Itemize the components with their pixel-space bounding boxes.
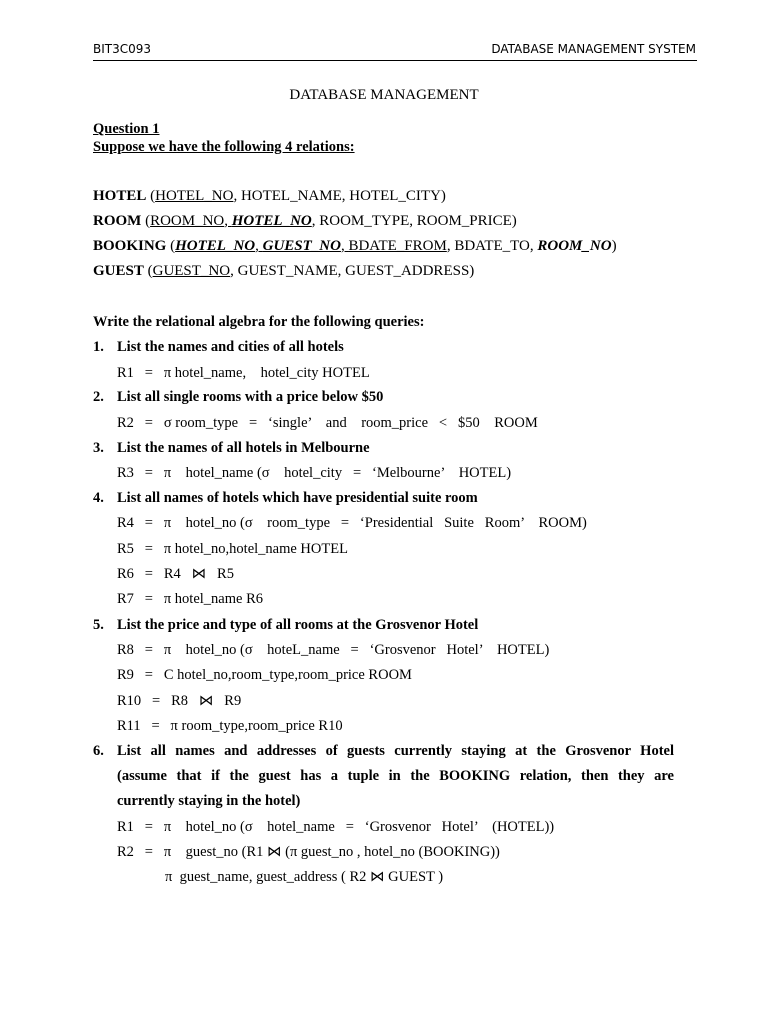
answer-6-final: π guest_name, guest_address ( R2 ⋈ GUEST ) — [165, 869, 444, 885]
query-number: 2. — [93, 389, 104, 405]
query-text: List the names of all hotels in Melbourne — [117, 440, 370, 456]
question-intro: Suppose we have the following 4 relations: — [93, 139, 355, 155]
answer-4-r5: R5 = π hotel_no,hotel_name HOTEL — [117, 541, 348, 557]
answer-4-r4: R4 = π hotel_no (σ room_type = ‘Presidential Suite Room’ ROOM) — [117, 515, 587, 531]
separator: , — [255, 238, 263, 254]
primary-key: HOTEL_NO — [155, 188, 234, 204]
answer-1: R1 = π hotel_name, hotel_city HOTEL — [117, 365, 370, 381]
query-number: 4. — [93, 490, 104, 506]
attribute-list: , GUEST_NAME, GUEST_ADDRESS) — [230, 263, 475, 279]
query-number: 5. — [93, 617, 104, 633]
header-divider — [93, 60, 697, 61]
answer-5-r11: R11 = π room_type,room_price R10 — [117, 718, 343, 734]
course-name: DATABASE MANAGEMENT SYSTEM — [491, 42, 696, 56]
primary-key: ROOM_NO — [150, 213, 225, 229]
attribute-list: , BDATE_TO, — [446, 238, 538, 254]
query-6-line-3: currently staying in the hotel) — [117, 793, 301, 809]
answer-3: R3 = π hotel_name (σ hotel_city = ‘Melbourne’ HOTEL) — [117, 465, 512, 481]
paren: ( — [146, 188, 156, 204]
answer-4-r7: R7 = π hotel_name R6 — [117, 591, 263, 607]
answer-5-r9: R9 = C hotel_no,room_type,room_price ROOM — [117, 667, 412, 683]
query-text: List the price and type of all rooms at the Grosvenor Hotel — [117, 617, 479, 633]
query-5 — [93, 617, 478, 634]
query-text: List the names and cities of all hotels — [117, 339, 344, 355]
paren: ( — [166, 238, 176, 254]
foreign-key: GUEST_NO — [262, 238, 341, 254]
separator: , — [340, 238, 349, 254]
relation-name: BOOKING — [93, 238, 167, 254]
separator: , — [224, 213, 232, 229]
paren: ( — [143, 263, 153, 279]
answer-6-r1: R1 = π hotel_no (σ hotel_name = ‘Grosvenor Hotel’ (HOTEL)) — [117, 819, 555, 835]
query-3 — [93, 440, 370, 457]
relation-hotel — [93, 188, 446, 205]
query-4 — [93, 490, 478, 507]
primary-key: GUEST_NO — [152, 263, 231, 279]
paren: ) — [611, 238, 617, 254]
answer-6-r2: R2 = π guest_no (R1 ⋈ (π guest_no , hotel_no (BOOKING)) — [117, 844, 500, 860]
query-text: List all names of hotels which have presidential suite room — [117, 490, 478, 506]
document-title: DATABASE MANAGEMENT — [289, 87, 479, 103]
answer-4-r6: R6 = R4 ⋈ R5 — [117, 566, 234, 582]
attribute-list: , HOTEL_NAME, HOTEL_CITY) — [233, 188, 446, 204]
attribute-list: , ROOM_TYPE, ROOM_PRICE) — [311, 213, 517, 229]
query-6-number: 6. — [93, 743, 104, 759]
relation-room — [93, 213, 517, 230]
relation-name: HOTEL — [93, 188, 147, 204]
query-6-line-2: (assume that if the guest has a tuple in the BOOKING relation, then they are — [117, 768, 674, 784]
query-number: 1. — [93, 339, 104, 355]
answer-5-r8: R8 = π hotel_no (σ hoteL_name = ‘Grosvenor Hotel’ HOTEL) — [117, 642, 550, 658]
course-code: BIT3C093 — [93, 42, 152, 56]
query-number: 3. — [93, 440, 104, 456]
foreign-key: HOTEL_NO — [231, 213, 312, 229]
question-heading: Question 1 — [93, 121, 160, 137]
query-1 — [93, 339, 344, 356]
foreign-key: HOTEL_NO — [175, 238, 256, 254]
relation-name: ROOM — [93, 213, 142, 229]
query-6-line-1: List all names and addresses of guests currently staying at the Grosvenor Hotel — [117, 743, 674, 759]
answer-5-r10: R10 = R8 ⋈ R9 — [117, 693, 242, 709]
query-text: List all single rooms with a price below $50 — [117, 389, 384, 405]
paren: ( — [141, 213, 151, 229]
relation-name: GUEST — [93, 263, 144, 279]
instruction: Write the relational algebra for the following queries: — [93, 314, 425, 330]
relation-booking — [93, 238, 617, 255]
primary-key: BDATE_FROM — [348, 238, 447, 254]
answer-2: R2 = σ room_type = ‘single’ and room_price < $50 ROOM — [117, 415, 538, 431]
query-2 — [93, 389, 383, 406]
foreign-key: ROOM_NO — [537, 238, 612, 254]
relation-guest — [93, 263, 474, 280]
